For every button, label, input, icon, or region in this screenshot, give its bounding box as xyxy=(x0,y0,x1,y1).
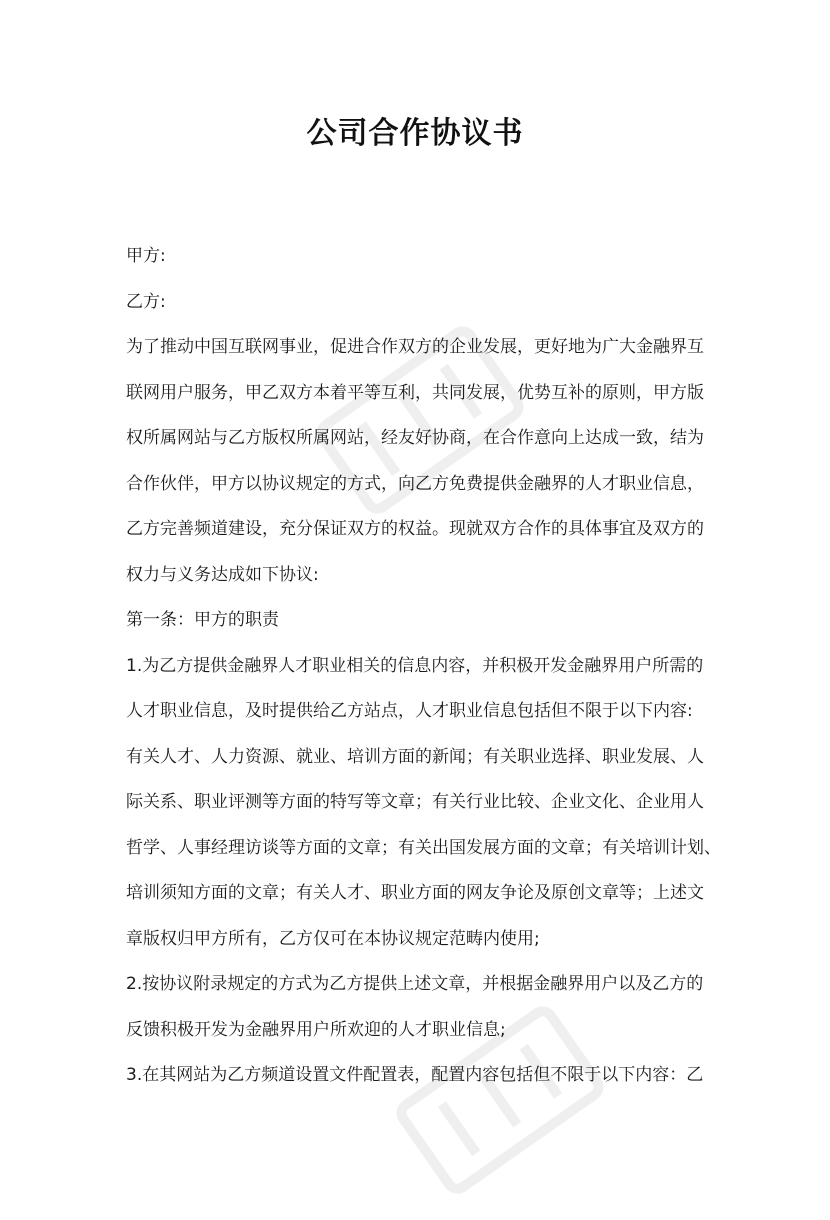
paragraph-line: 反馈积极开发为金融界用户所欢迎的人才职业信息; xyxy=(126,1019,506,1040)
paragraph-line: 章版权归甲方所有，乙方仅可在本协议规定范畴内使用; xyxy=(126,928,540,949)
paragraph-line: 为了推动中国互联网事业，促进合作双方的企业发展，更好地为广大金融界互 xyxy=(126,337,704,357)
party-b-line: 乙方: xyxy=(126,291,166,312)
party-a-line: 甲方: xyxy=(126,246,166,266)
paragraph-line: 2.按协议附录规定的方式为乙方提供上述文章，并根据金融界用户以及乙方的 xyxy=(126,974,704,994)
agreement-body xyxy=(126,238,726,1103)
paragraph-line: 权所属网站与乙方版权所属网站，经友好协商，在合作意向上达成一致，结为 xyxy=(126,428,704,448)
paragraph-line: 有关人才、人力资源、就业、培训方面的新闻；有关职业选择、职业发展、人 xyxy=(126,746,704,767)
paragraph-line: 3.在其网站为乙方频道设置文件配置表，配置内容包括但不限于以下内容：乙 xyxy=(126,1065,704,1085)
paragraph-line: 1.为乙方提供金融界人才职业相关的信息内容，并积极开发金融界用户所需的 xyxy=(126,655,704,676)
paragraph-line: 权力与义务达成如下协议: xyxy=(126,564,319,585)
paragraph-line: 际关系、职业评测等方面的特写等文章；有关行业比较、企业文化、企业用人 xyxy=(126,792,704,812)
paragraph-line: 合作伙伴，甲方以协议规定的方式，向乙方免费提供金融界的人才职业信息， xyxy=(126,473,704,494)
article-heading: 第一条：甲方的职责 xyxy=(126,610,279,630)
paragraph-line: 人才职业信息，及时提供给乙方站点，人才职业信息包括但不限于以下内容: xyxy=(126,701,693,721)
page-title: 公司合作协议书 xyxy=(306,116,524,151)
paragraph-line: 哲学、人事经理访谈等方面的文章；有关出国发展方面的文章；有关培训计划、 xyxy=(126,837,721,858)
paragraph-line: 培训须知方面的文章；有关人才、职业方面的网友争论及原创文章等；上述文 xyxy=(126,883,704,903)
paragraph-line: 联网用户服务，甲乙双方本着平等互利，共同发展，优势互补的原则，甲方版 xyxy=(126,382,704,403)
paragraph-line: 乙方完善频道建设，充分保证双方的权益。现就双方合作的具体事宜及双方的 xyxy=(126,519,704,539)
